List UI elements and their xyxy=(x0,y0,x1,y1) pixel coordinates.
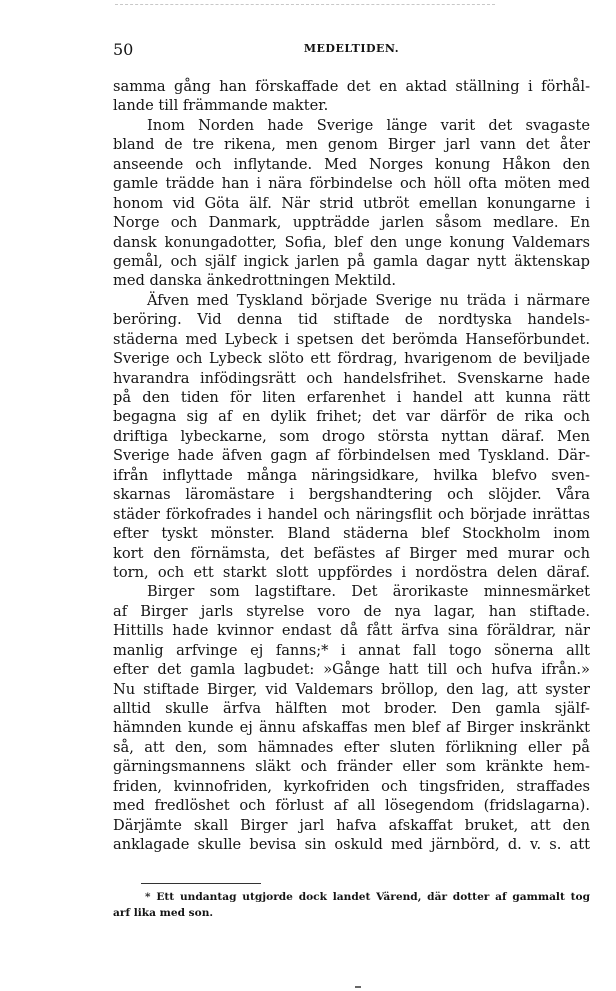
footnote-rule xyxy=(141,883,261,884)
text-line: Norge och Danmark, uppträdde jarlen såsom medlare. En xyxy=(113,214,590,232)
text-line: anklagade skulle bevisa sin oskuld med järnbörd, d. v. s. att xyxy=(113,836,590,854)
text-line: med danska änkedrottningen Mektild. xyxy=(113,272,397,290)
text-line: dansk konungadotter, Sofia, blef den unge konung Valdemars xyxy=(113,233,590,251)
text-line: ifrån inflyttade många näringsidkare, hvilka blefvo sven- xyxy=(113,466,590,484)
text-line: samma gång han förskaffade det en aktad ställning i förhål- xyxy=(113,78,590,95)
footnote-line: * Ett undantag utgjorde dock landet Värend, där dotter af gammalt tog xyxy=(145,891,590,903)
text-line: Därjämte skall Birger jarl hafva afskaffat bruket, att den xyxy=(113,816,590,834)
text-line: torn, och ett starkt slott uppfördes i nordöstra delen däraf. xyxy=(113,563,590,581)
page-header xyxy=(113,40,590,60)
text-line: med fredlöshet och förlust af all lösegendom (fridslagarna). xyxy=(113,797,590,815)
text-line: alltid skulle ärfva hälften mot broder. Den gamla själf- xyxy=(113,700,590,717)
text-line: på den tiden för liten erfarenhet i handel att kunna rätt xyxy=(113,389,590,406)
text-line: driftiga lybeckarne, som drogo största nyttan däraf. Men xyxy=(113,427,590,445)
text-line: efter det gamla lagbudet: »Gånge hatt till och hufva ifrån.» xyxy=(113,661,590,679)
text-line: Sverige och Lybeck slöto ett fördrag, hvarigenom de beviljade xyxy=(113,350,590,368)
text-line: Inom Norden hade Sverige länge varit det svagaste xyxy=(147,116,590,134)
text-line: honom vid Göta älf. När strid utbröt emellan konungarne i xyxy=(113,194,590,212)
text-line: gemål, och själf ingick jarlen på gamla dagar nytt äktenskap xyxy=(113,252,590,270)
text-line: städerna med Lybeck i spetsen det berömda Hanseförbundet. xyxy=(113,330,590,348)
text-line: Sverige hade äfven gagn af förbindelsen med Tyskland. Där- xyxy=(113,447,590,465)
text-line: hämnden kunde ej ännu afskaffas men blef af Birger inskränkt xyxy=(113,719,590,737)
text-line: kort den förnämsta, det befästes af Birger med murar och xyxy=(113,544,590,562)
text-line: städer förkofrades i handel och näringsflit och började inrättas xyxy=(113,505,590,523)
footnote-line: arf lika med son. xyxy=(113,907,214,919)
text-line: lande till främmande makter. xyxy=(113,97,329,115)
text-line: anseende och inflytande. Med Norges konung Håkon den xyxy=(113,155,590,173)
text-line: gamle trädde han i nära förbindelse och höll ofta möten med xyxy=(113,175,590,193)
text-line: manlig arfvinge ej fanns;* i annat fall togo sönerna allt xyxy=(113,641,590,659)
text-line: så, att den, som hämnades efter sluten förlikning eller på xyxy=(113,738,590,756)
text-line: Äfven med Tyskland började Sverige nu träda i närmare xyxy=(147,291,590,309)
top-edge-line xyxy=(115,4,495,5)
text-line: Nu stiftade Birger, vid Valdemars bröllop, den lag, att syster xyxy=(113,680,590,698)
text-line: af Birger jarls styrelse voro de nya lagar, han stiftade. xyxy=(113,602,590,620)
text-line: gärningsmannens släkt och fränder eller som kränkte hem- xyxy=(113,758,590,776)
page-number: 50 xyxy=(113,40,134,59)
footnote xyxy=(113,889,590,921)
text-line: begagna sig af en dylik frihet; det var därför de rika och xyxy=(113,408,590,426)
body-text xyxy=(113,77,590,855)
running-head: MEDELTIDEN. xyxy=(303,42,400,55)
text-line: bland de tre rikena, men genom Birger jarl vann det åter xyxy=(113,136,590,154)
text-line: friden, kvinnofriden, kyrkofriden och tingsfriden, straffades xyxy=(113,777,590,795)
text-line: skarnas läromästare i bergshandtering och slöjder. Våra xyxy=(113,486,590,504)
text-line: efter tyskt mönster. Bland städerna blef Stockholm inom xyxy=(113,525,590,543)
text-line: Hittills hade kvinnor endast då fått ärfva sina föräldrar, när xyxy=(113,622,590,640)
print-mark xyxy=(355,986,361,988)
text-line: Birger som lagstiftare. Det ärorikaste minnesmärket xyxy=(147,583,590,601)
text-line: beröring. Vid denna tid stiftade de nordtyska handels- xyxy=(113,311,590,329)
text-line: hvarandra infödingsrätt och handelsfrihet. Svenskarne hade xyxy=(113,369,590,387)
